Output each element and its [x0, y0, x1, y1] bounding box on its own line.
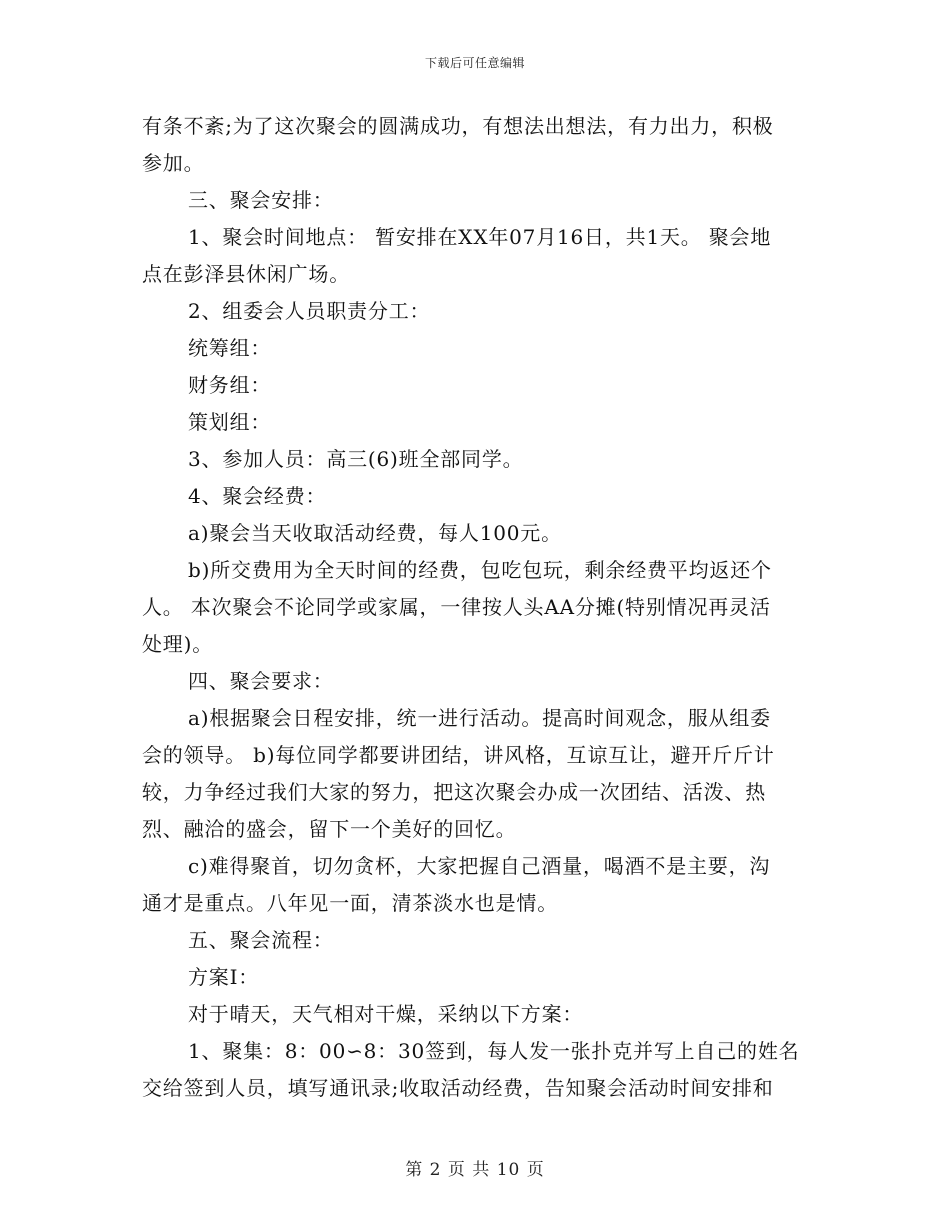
page-footer: 第 2 页 共 10 页	[405, 1160, 545, 1180]
text-line: 财务组：	[188, 373, 272, 397]
text-line: a)聚会当天收取活动经费，每人100元。	[188, 521, 562, 545]
text-line: 2、组委会人员职责分工：	[188, 299, 431, 323]
text-line: 五、聚会流程：	[188, 928, 334, 952]
page-header: 下载后可任意编辑	[424, 56, 525, 70]
text-line: 通才是重点。八年见一面，清茶淡水也是情。	[142, 891, 558, 915]
text-line: 统筹组：	[188, 336, 272, 360]
text-line: 会的领导。 b)每位同学都要讲团结，讲风格，互谅互让，避开斤斤计	[142, 743, 775, 767]
text-line: 1、聚集：8：00∽8：30签到，每人发一张扑克并写上自己的姓名	[188, 1039, 800, 1063]
text-line: 策划组：	[188, 410, 272, 434]
document-body	[142, 108, 810, 1107]
text-line: b)所交费用为全天时间的经费，包吃包玩，剩余经费平均返还个	[188, 558, 772, 582]
text-line: 对于晴天，天气相对干燥，采纳以下方案：	[188, 1002, 584, 1026]
text-line: 较，力争经过我们大家的努力，把这次聚会办成一次团结、活泼、热	[142, 780, 766, 804]
text-line: 方案Ⅰ：	[188, 965, 260, 989]
text-line: 处理)。	[142, 632, 214, 656]
text-line: 1、聚会时间地点： 暂安排在XX年07月16日，共1天。 聚会地	[188, 225, 772, 249]
text-line: 3、参加人员：高三(6)班全部同学。	[188, 447, 524, 471]
text-line: 点在彭泽县休闲广场。	[142, 262, 350, 286]
text-line: 三、聚会安排：	[188, 188, 334, 212]
text-line: 4、聚会经费：	[188, 484, 327, 508]
text-line: c)难得聚首，切勿贪杯，大家把握自己酒量，喝酒不是主要，沟	[188, 854, 771, 878]
text-line: 交给签到人员，填写通讯录;收取活动经费，告知聚会活动时间安排和	[142, 1076, 774, 1100]
text-line: 烈、融洽的盛会，留下一个美好的回忆。	[142, 817, 517, 841]
text-line: 人。 本次聚会不论同学或家属，一律按人头AA分摊(特别情况再灵活	[142, 595, 771, 619]
text-line: a)根据聚会日程安排，统一进行活动。提高时间观念，服从组委	[188, 706, 771, 730]
text-line: 四、聚会要求：	[188, 669, 334, 693]
text-line: 有条不紊;为了这次聚会的圆满成功，有想法出想法，有力出力，积极	[142, 114, 774, 138]
text-line: 参加。	[142, 151, 205, 175]
